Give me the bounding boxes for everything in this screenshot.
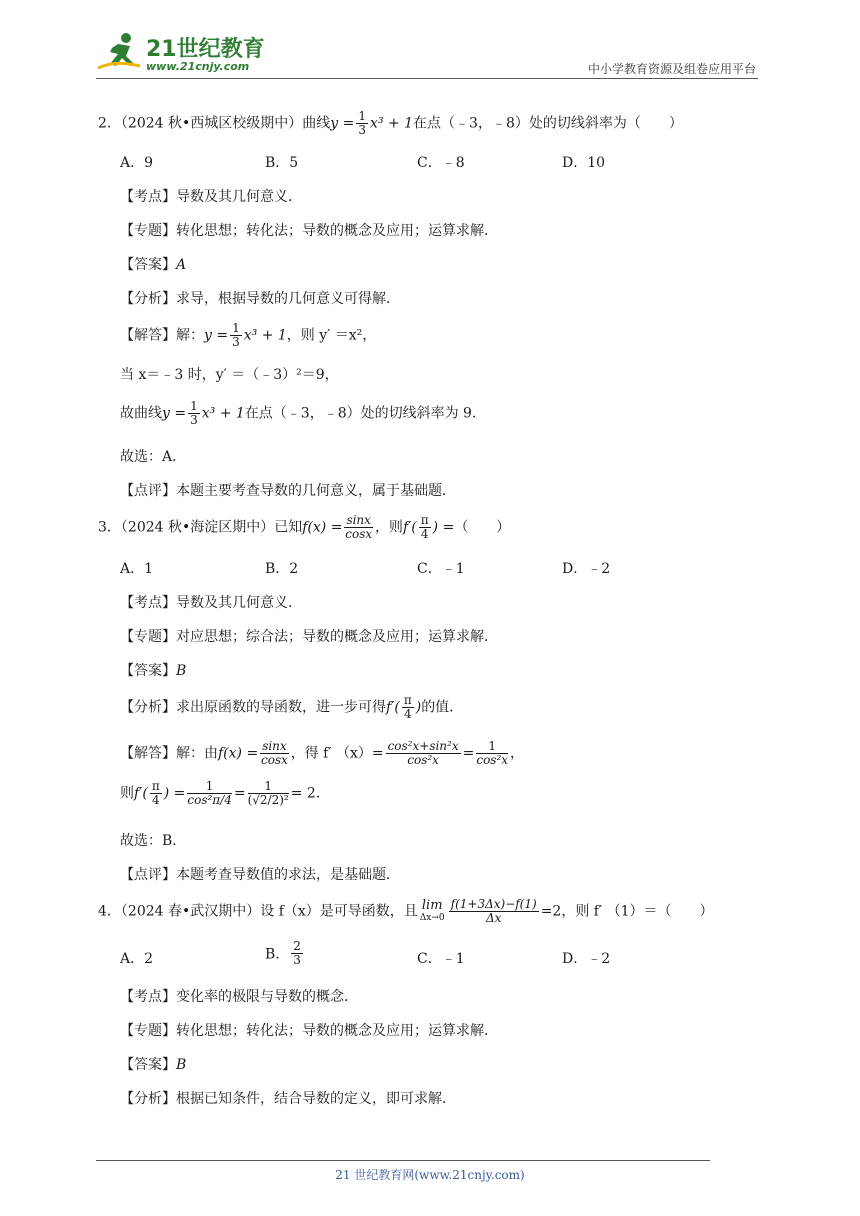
q2-option-c: C．﹣8 <box>417 155 465 171</box>
q3-then-line <box>120 780 330 807</box>
q3-then-pi <box>150 780 162 807</box>
q3-answer-label: 【答案】 <box>120 663 176 679</box>
q2-jieda-eq-rest: x³ + 1 <box>243 327 287 344</box>
q3-fenxi <box>120 694 463 721</box>
q3-jieda-frac2 <box>386 740 461 767</box>
q3-fp-end: ) = <box>432 519 455 536</box>
q3-jieda-mid: ，得 f′ （x）= <box>290 745 384 762</box>
q3-option-c: C．﹣1 <box>417 561 465 577</box>
q2-zhuanti: 【专题】转化思想；转化法；导数的概念及应用；运算求解． <box>120 223 498 239</box>
site-logo <box>96 30 266 78</box>
q3-jieda-fx: f(x) = <box>218 745 259 762</box>
q3-dianping: 【点评】本题考查导数值的求法，是基础题． <box>120 867 400 883</box>
q2-answer <box>120 254 186 274</box>
q3-fx: f(x) = <box>302 519 343 536</box>
q3-fenxi-fraction <box>402 694 414 721</box>
q4-optb-num: 2 <box>293 939 301 953</box>
q3-jieda-den: cosx <box>261 753 288 767</box>
q3-fenxi-fp: f′( <box>386 699 400 716</box>
q3-jieda-num3: 1 <box>476 740 508 754</box>
q2-answer-label: 【答案】 <box>120 257 176 273</box>
q2-kaodian: 【考点】导数及其几何意义． <box>120 189 302 205</box>
q3-option-d: D．﹣2 <box>562 561 611 577</box>
q3-suffix: （ ） <box>454 519 511 536</box>
q2-solution-line2: 当 x＝﹣3 时，y′ ＝（﹣3）²＝9， <box>120 367 339 383</box>
q3-pi-fraction <box>419 514 431 541</box>
q2-line3-tail: 在点（﹣3，﹣8）处的切线斜率为 9． <box>244 405 486 422</box>
q3-zhuanti: 【专题】对应思想；综合法；导数的概念及应用；运算求解． <box>120 629 498 645</box>
q4-lim: lim <box>421 897 443 913</box>
q3-stem <box>98 514 510 541</box>
q2-fraction <box>356 110 368 137</box>
q2-line3-den: 3 <box>190 413 198 427</box>
q3-mid: ，则 <box>374 519 403 536</box>
q4-kaodian: 【考点】变化率的极限与导数的概念． <box>120 989 358 1005</box>
q2-line3-fraction <box>188 400 200 427</box>
q4-fenxi: 【分析】根据已知条件，结合导数的定义，即可求解． <box>120 1091 456 1107</box>
q2-jieda-tail: ，则 y′ ＝x²， <box>286 327 377 344</box>
q3-fp: f′( <box>402 519 417 536</box>
runner-logo-icon <box>96 30 142 74</box>
q2-line3-y: y = <box>162 405 187 422</box>
q4-suffix: =2，则 f′ （1）＝（ ） <box>540 903 714 920</box>
logo-brand-text: 21世纪教育 <box>146 37 265 62</box>
q4-option-b-fraction <box>291 940 303 967</box>
q3-then-pre: 则 <box>120 785 134 802</box>
q3-num: sinx <box>346 513 371 527</box>
q4-den: Δx <box>485 911 502 925</box>
q3-prefix: 3．（2024 秋•海淀区期中）已知 <box>98 519 303 536</box>
header-divider <box>96 78 758 79</box>
q3-then-pden: 4 <box>151 793 160 807</box>
q2-suffix: 在点（﹣3，﹣8）处的切线斜率为（ ） <box>413 115 683 132</box>
q3-answer-value: B <box>176 663 187 679</box>
q4-prefix: 4．（2024 春•武汉期中）设 f（x）是可导函数，且 <box>98 903 418 920</box>
q4-zhuanti: 【专题】转化思想；转化法；导数的概念及应用；运算求解． <box>120 1023 498 1039</box>
q3-fenxi-pre: 【分析】求出原函数的导函数，进一步可得 <box>120 699 386 716</box>
q3-pnum: π <box>420 513 429 527</box>
q3-jieda-comma: ， <box>510 745 525 762</box>
q3-jieda <box>120 740 524 767</box>
q2-guxuan: 故选：A． <box>120 449 187 465</box>
q2-solution-line3 <box>120 400 486 427</box>
q2-jieda-fraction <box>230 322 242 349</box>
q3-jieda-den2: cos²x <box>407 753 439 767</box>
q3-then-den1: cos²π/4 <box>187 793 232 807</box>
q2-eq-y: y = <box>330 115 355 132</box>
q2-option-d: D．10 <box>562 155 606 171</box>
q4-option-d: D．﹣2 <box>562 951 611 967</box>
q4-answer-label: 【答案】 <box>120 1057 176 1073</box>
q4-option-b-label: B． <box>265 946 290 963</box>
q3-then-res: = 2． <box>290 785 330 802</box>
q3-kaodian: 【考点】导数及其几何意义． <box>120 595 302 611</box>
q3-jieda-num: sinx <box>262 739 287 753</box>
q4-optb-den: 3 <box>293 953 301 967</box>
q3-then-den2: (√2/2)² <box>247 793 289 807</box>
q3-jieda-num2: cos²x+sin²x <box>387 739 459 753</box>
q2-line3-rest: x³ + 1 <box>201 405 245 422</box>
q3-jieda-frac1 <box>260 740 289 767</box>
q4-answer-value: B <box>176 1057 187 1073</box>
q2-jieda-label: 【解答】解： <box>120 327 204 344</box>
q3-pden: 4 <box>420 527 429 541</box>
q3-option-b: B．2 <box>265 561 299 577</box>
q3-jieda-pre: 【解答】解：由 <box>120 745 218 762</box>
q3-fenxi-tail: 的值． <box>421 699 464 716</box>
q2-jieda-eq-y: y = <box>204 327 229 344</box>
q2-jieda-num: 1 <box>232 321 240 335</box>
q3-fenxi-den: 4 <box>403 707 412 721</box>
q2-dianping: 【点评】本题主要考查导数的几何意义，属于基础题． <box>120 483 456 499</box>
q3-then-pnum: π <box>151 779 160 793</box>
q4-limit <box>420 899 445 925</box>
q3-fraction <box>344 514 373 541</box>
q3-then-frac1 <box>187 780 231 807</box>
q2-eq-rest: x³ + 1 <box>369 115 414 132</box>
q4-answer <box>120 1054 186 1074</box>
q4-lim-sub: Δx→0 <box>419 912 445 923</box>
q2-line3-num: 1 <box>190 399 198 413</box>
q2-option-a: A．9 <box>120 155 154 171</box>
q2-frac-den: 3 <box>358 123 366 137</box>
logo-site-text: www.21cnjy.com <box>146 60 250 73</box>
q4-num: f(1+3Δx)−f(1) <box>450 897 537 911</box>
q4-fraction <box>449 898 539 925</box>
q2-option-b: B．5 <box>265 155 299 171</box>
q2-frac-num: 1 <box>358 109 366 123</box>
q2-fenxi: 【分析】求导，根据导数的几何意义可得解． <box>120 291 400 307</box>
q3-fenxi-end: ) <box>415 699 422 716</box>
q3-then-fp: f′( <box>134 785 148 802</box>
q2-jieda <box>120 322 376 349</box>
q3-jieda-eq: = <box>462 745 475 762</box>
q4-option-c: C．﹣1 <box>417 951 465 967</box>
q2-jieda-den: 3 <box>232 335 240 349</box>
footer-divider <box>96 1160 710 1161</box>
q4-option-a: A．2 <box>120 951 154 967</box>
q3-guxuan: 故选：B． <box>120 833 187 849</box>
q3-then-frac2 <box>248 780 289 807</box>
q4-stem <box>98 898 714 925</box>
q3-fenxi-num: π <box>403 693 412 707</box>
footer-text: 21 世纪教育网(www.21cnjy.com) <box>335 1168 525 1182</box>
q2-prefix: 2．（2024 秋•西城区校级期中）曲线 <box>98 115 331 132</box>
q3-option-a: A．1 <box>120 561 154 577</box>
q3-then-eq: = <box>233 785 246 802</box>
q3-den: cosx <box>345 527 373 541</box>
q3-then-fp-end: ) = <box>163 785 186 802</box>
q3-answer <box>120 660 186 680</box>
q3-jieda-den3: cos²x <box>476 753 509 767</box>
q2-stem <box>98 110 683 137</box>
q3-then-num2: 1 <box>248 780 289 794</box>
q2-line3-pre: 故曲线 <box>120 405 162 422</box>
q3-then-num1: 1 <box>187 780 231 794</box>
q2-answer-value: A <box>176 257 187 273</box>
platform-name: 中小学教育资源及组卷应用平台 <box>587 62 756 76</box>
q4-option-b <box>265 940 305 967</box>
q3-jieda-frac3 <box>476 740 508 767</box>
